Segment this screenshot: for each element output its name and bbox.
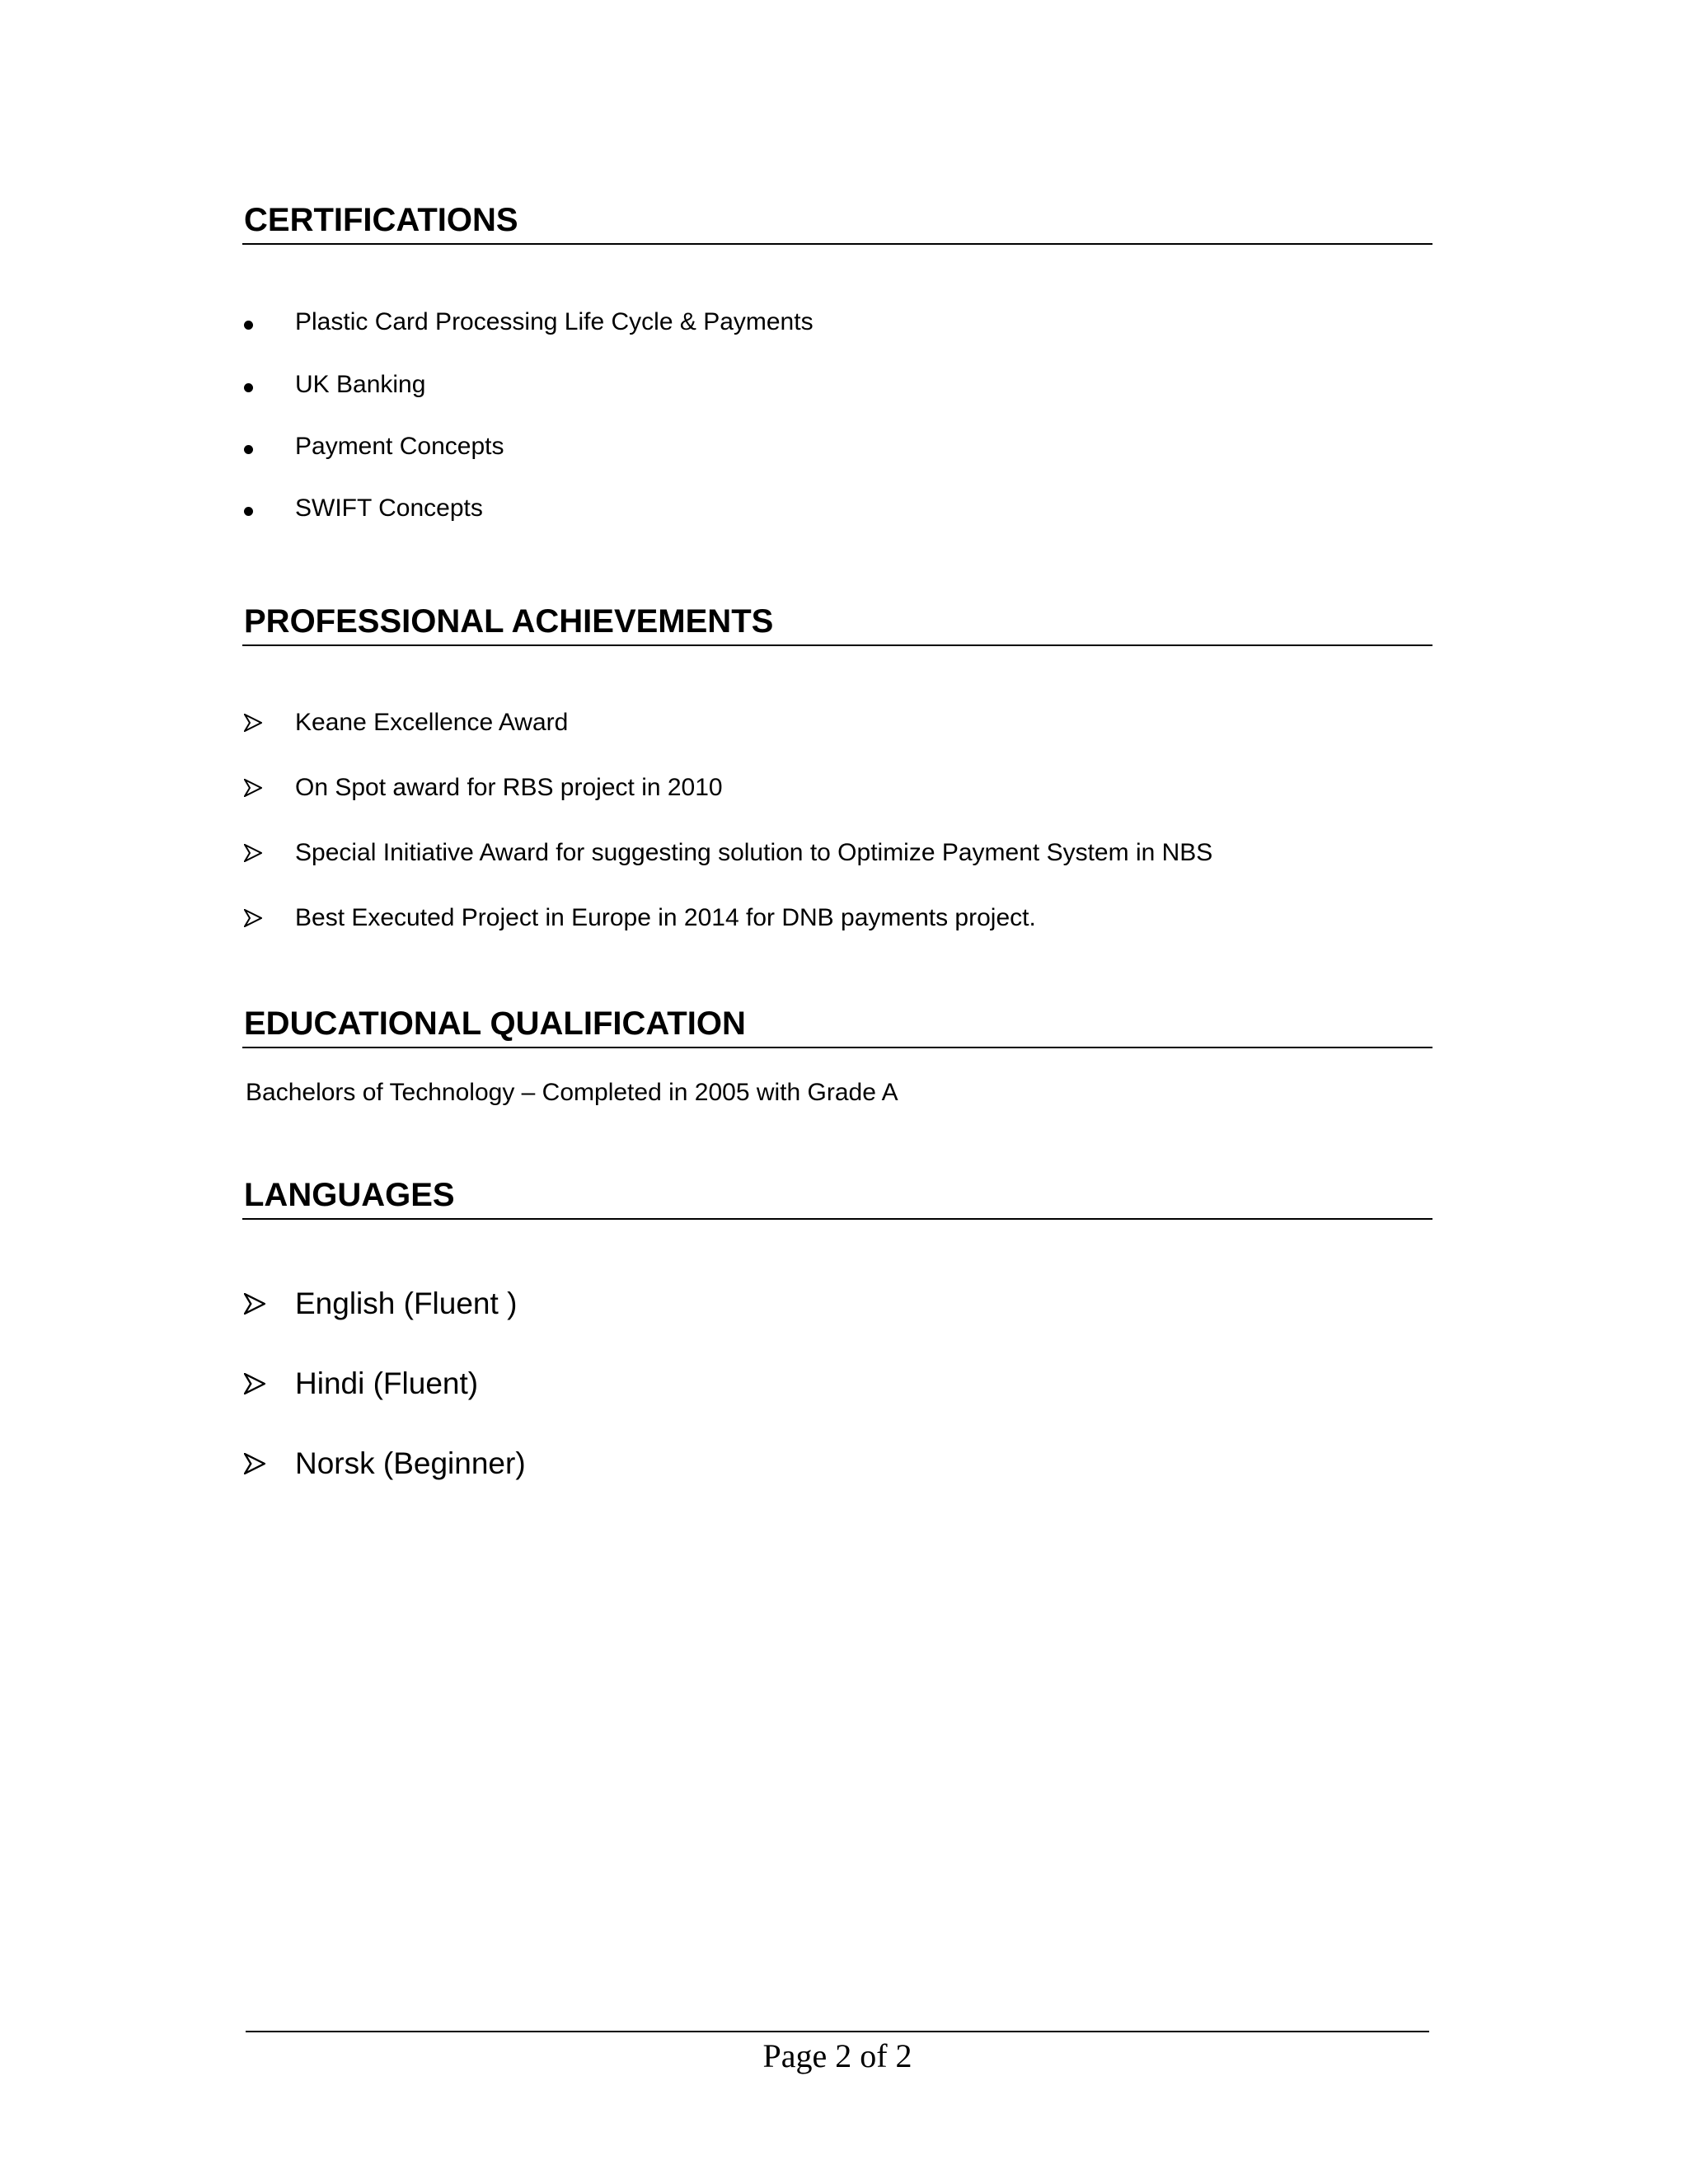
languages-divider bbox=[242, 1218, 1432, 1220]
arrowhead-bullet-icon bbox=[244, 1446, 277, 1474]
arrowhead-bullet-icon bbox=[244, 1366, 277, 1394]
arrowhead-bullet-icon bbox=[244, 838, 277, 862]
page-number: Page 2 of 2 bbox=[762, 2037, 912, 2074]
certifications-divider bbox=[242, 243, 1432, 245]
arrowhead-bullet-icon bbox=[244, 773, 277, 797]
education-divider bbox=[242, 1047, 1432, 1048]
achievements-heading: PROFESSIONAL ACHIEVEMENTS bbox=[244, 603, 774, 640]
resume-page: CERTIFICATIONS Plastic Card Processing Life Cycle & Payments UK Banking Payment Concepts SWIFT Concepts PROFESSIONAL ACHIEVEMENTS Keane Excellence Award On Spot award for RBS project in 2010 Special Initiative Award for suggesting solution to Optimize Payment System in NBS Best Executed Project in Europe in 2014 for DNB payments project. EDUCATIONAL QUALIFICATION Bachelors of Technology – Completed in 2005 with Grade A LANGUAGES English (Fluent ) Hindi (Fluent) Norsk (Beginner) Page 2 of 2 bbox=[0, 0, 1688, 2184]
bullet-icon bbox=[244, 494, 277, 523]
education-heading: EDUCATIONAL QUALIFICATION bbox=[244, 1005, 746, 1042]
arrowhead-bullet-icon bbox=[244, 1286, 277, 1315]
languages-heading: LANGUAGES bbox=[244, 1177, 455, 1213]
footer-divider bbox=[246, 2031, 1429, 2032]
bullet-icon bbox=[244, 432, 277, 462]
certifications-heading: CERTIFICATIONS bbox=[244, 202, 518, 238]
arrowhead-bullet-icon bbox=[244, 903, 277, 927]
arrowhead-bullet-icon bbox=[244, 708, 277, 732]
bullet-icon bbox=[244, 370, 277, 400]
achievements-divider bbox=[242, 644, 1432, 646]
bullet-icon bbox=[244, 307, 277, 337]
education-detail: Bachelors of Technology – Completed in 2005 with Grade A bbox=[246, 1079, 898, 1106]
